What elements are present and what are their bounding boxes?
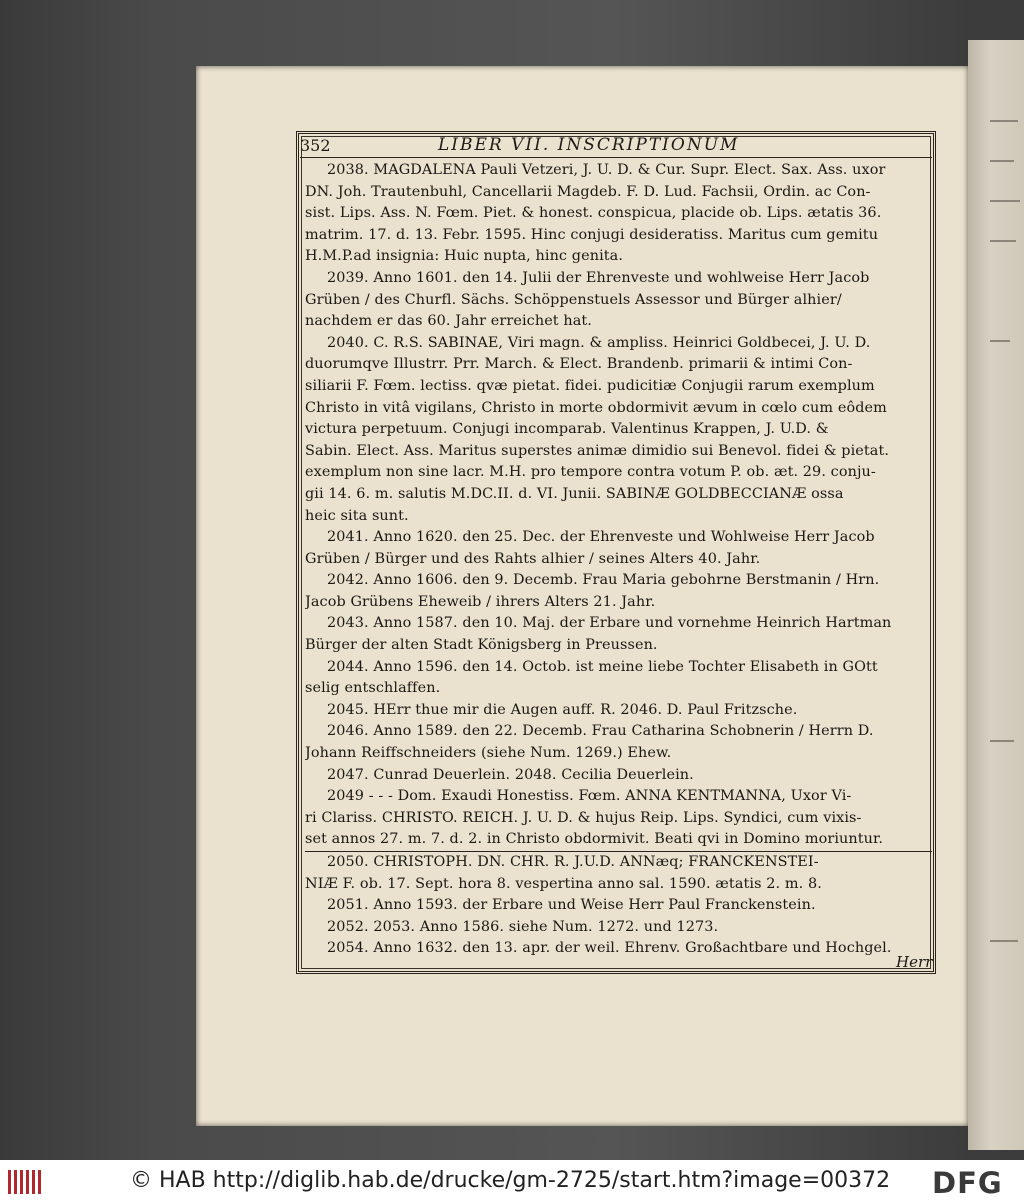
text-line: 2041. Anno 1620. den 25. Dec. der Ehrenveste und Wohlweise Herr Jacob bbox=[327, 529, 875, 546]
text-line: DN. Joh. Trautenbuhl, Cancellarii Magdeb. F. D. Lud. Fachsii, Ordin. ac Con- bbox=[305, 183, 871, 200]
text-line: victura perpetuum. Conjugi incomparab. Valentinus Krappen, J. U.D. & bbox=[305, 421, 829, 438]
text-line: Sabin. Elect. Ass. Maritus superstes animæ dimidio sui Benevol. fidei & pietat. bbox=[305, 442, 890, 459]
text-line: 2038. MAGDALENA Pauli Vetzeri, J. U. D. & Cur. Supr. Elect. Sax. Ass. uxor bbox=[327, 162, 886, 178]
text-line: 2044. Anno 1596. den 14. Octob. ist meine liebe Tochter Elisabeth in GOtt bbox=[327, 658, 878, 675]
text-line: siliarii F. Fœm. lectiss. qvæ pietat. fidei. pudicitiæ Conjugii rarum exemplum bbox=[305, 377, 875, 394]
text-line: set annos 27. m. 7. d. 2. in Christo obdormivit. Beati qvi in Domino moriuntur. bbox=[305, 831, 884, 848]
text-line: ri Clariss. CHRISTO. REICH. J. U. D. & hujus Reip. Lips. Syndici, cum vixis- bbox=[305, 809, 862, 826]
text-line: H.M.P.ad insignia: Huic nupta, hinc genita. bbox=[305, 248, 624, 265]
text-line: NIÆ F. ob. 17. Sept. hora 8. vespertina anno sal. 1590. ætatis 2. m. 8. bbox=[305, 875, 822, 892]
text-line: 2051. Anno 1593. der Erbare und Weise Herr Paul Franckenstein. bbox=[327, 897, 816, 914]
text-line: duorumqve Illustrr. Prr. March. & Elect. Brandenb. primarii & intimi Con- bbox=[305, 356, 853, 373]
text-line: Bürger der alten Stadt Königsberg in Preussen. bbox=[305, 637, 658, 654]
text-line: 2050. CHRISTOPH. DN. CHR. R. J.U.D. ANNæq; FRANCKENSTEI- bbox=[305, 851, 932, 874]
text-line: 2042. Anno 1606. den 9. Decemb. Frau Maria gebohrne Berstmanin / Hrn. bbox=[327, 572, 880, 589]
page-number: 352 bbox=[300, 136, 331, 155]
text-line: 2047. Cunrad Deuerlein. 2048. Cecilia Deuerlein. bbox=[327, 766, 694, 783]
text-line: selig entschlaffen. bbox=[305, 680, 441, 697]
text-line: 2046. Anno 1589. den 22. Decemb. Frau Catharina Schobnerin / Herrn D. bbox=[327, 723, 874, 740]
page-header bbox=[300, 134, 932, 158]
text-line: sist. Lips. Ass. N. Fœm. Piet. & honest. conspicua, placide ob. Lips. ætatis 36. bbox=[305, 205, 882, 222]
footer-bar bbox=[0, 1160, 1024, 1204]
text-line: heic sita sunt. bbox=[305, 507, 409, 524]
text-line: 2040. C. R.S. SABINAE, Viri magn. & ampliss. Heinrici Goldbecei, J. U. D. bbox=[327, 334, 871, 351]
adjacent-page-edge bbox=[968, 40, 1024, 1150]
text-line: 2054. Anno 1632. den 13. apr. der weil. Ehrenv. Großachtbare und Hochgel. bbox=[327, 940, 892, 957]
text-line: 2045. HErr thue mir die Augen auff. R. 2046. D. Paul Fritzsche. bbox=[327, 701, 798, 718]
text-line: 2049 - - - Dom. Exaudi Honestiss. Fœm. ANNA KENTMANNA, Uxor Vi- bbox=[327, 788, 852, 805]
text-line: Grüben / des Churfl. Sächs. Schöppenstuels Assessor und Bürger alhier/ bbox=[305, 291, 842, 308]
text-line: 2039. Anno 1601. den 14. Julii der Ehrenveste und wohlweise Herr Jacob bbox=[327, 269, 870, 286]
inscription-text bbox=[305, 160, 932, 960]
citation-url: © HAB http://diglib.hab.de/drucke/gm-2725/start.htm?image=00372 bbox=[130, 1168, 891, 1193]
hab-logo-icon bbox=[4, 1166, 46, 1198]
text-line: 2043. Anno 1587. den 10. Maj. der Erbare und vornehme Heinrich Hartman bbox=[327, 615, 892, 632]
text-line: exemplum non sine lacr. M.H. pro tempore contra votum P. ob. æt. 29. conju- bbox=[305, 464, 876, 481]
catchword: Herr bbox=[896, 953, 933, 971]
dfg-logo: DFG bbox=[932, 1166, 1003, 1200]
text-line: Jacob Grübens Eheweib / ihrers Alters 21. Jahr. bbox=[305, 593, 656, 610]
running-title: LIBER VII. INSCRIPTIONUM bbox=[438, 135, 740, 155]
text-line: Grüben / Bürger und des Rahts alhier / seines Alters 40. Jahr. bbox=[305, 550, 761, 567]
text-line: matrim. 17. d. 13. Febr. 1595. Hinc conjugi desideratiss. Maritus cum gemitu bbox=[305, 226, 879, 243]
text-line: Christo in vitâ vigilans, Christo in morte obdormivit ævum in cœlo cum eôdem bbox=[305, 399, 887, 416]
text-line: 2052. 2053. Anno 1586. siehe Num. 1272. und 1273. bbox=[327, 918, 719, 935]
text-line: nachdem er das 60. Jahr erreichet hat. bbox=[305, 313, 592, 330]
text-line: Johann Reiffschneiders (siehe Num. 1269.) Ehew. bbox=[305, 745, 672, 762]
text-line: gii 14. 6. m. salutis M.DC.II. d. VI. Junii. SABINÆ GOLDBECCIANÆ ossa bbox=[305, 485, 844, 502]
